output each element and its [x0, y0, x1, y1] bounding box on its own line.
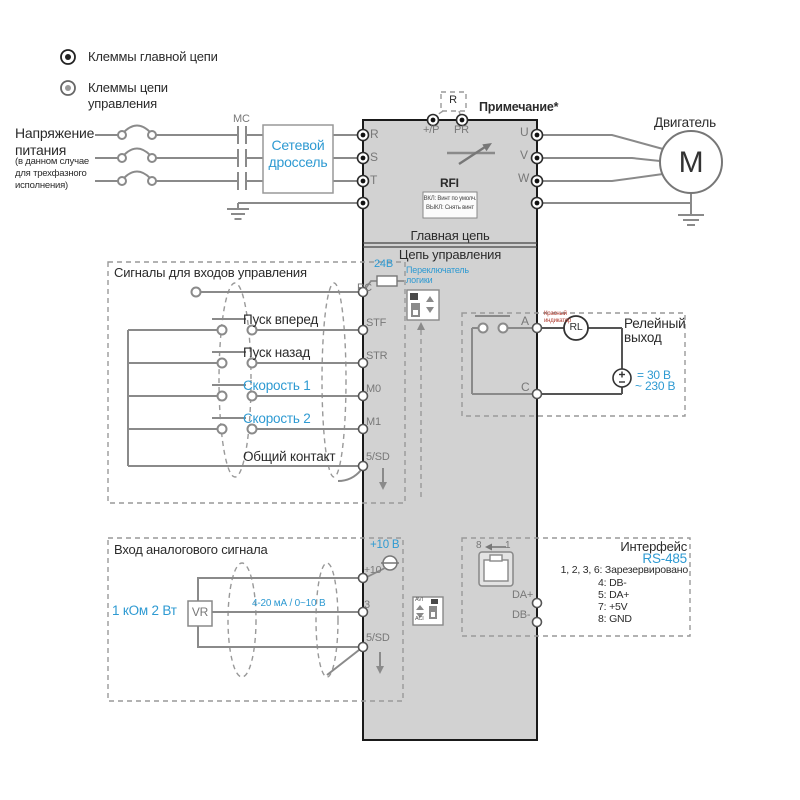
rs485-pin4: 4: DB-	[598, 577, 627, 589]
analog-range-label: 4-20 мА / 0~10 В	[252, 598, 326, 609]
power-note-3: исполнения)	[15, 180, 69, 191]
legend-control-label-2: управления	[88, 96, 157, 111]
terminal-r-icon	[358, 130, 369, 141]
terminal-10v-label: +10	[364, 564, 382, 576]
rs485-pin5: 5: DA+	[598, 589, 630, 601]
pin8-marker: 8	[476, 540, 482, 551]
motor-ground-icon	[678, 215, 704, 225]
terminal-t-label: T	[370, 173, 378, 187]
rs485-title: Интерфейс	[620, 539, 687, 554]
logic-switch-label-1: Переключатель	[406, 265, 469, 275]
terminal-da-label: DA+	[512, 589, 534, 601]
terminal-m0-label: M0	[366, 383, 381, 395]
rs485-pin8: 8: GND	[598, 613, 632, 625]
terminal-v-label: V	[520, 148, 528, 162]
terminal-pc-label: PC	[357, 282, 372, 294]
main-circuit-label: Главная цепь	[410, 228, 490, 243]
rfi-label: RFI	[440, 176, 459, 190]
terminal-stf-label: STF	[366, 317, 387, 329]
legend-control-label-1: Клеммы цепи	[88, 80, 168, 95]
v24-label: 24В	[374, 258, 393, 270]
pin1-marker: 1	[505, 540, 511, 551]
power-source-icon	[613, 369, 631, 387]
terminal-v-icon	[532, 153, 543, 164]
note-label: Примечание*	[479, 100, 559, 114]
terminal-s-icon	[358, 153, 369, 164]
relay-ac-rating: ~ 230 В	[635, 379, 676, 393]
relay-dc-rating: = 30 В	[637, 368, 671, 382]
logic-switch-label-2: логики	[406, 275, 433, 285]
row-label-common: Общий контакт	[243, 449, 336, 464]
control-circuit-label: Цепь управления	[398, 247, 502, 262]
rfi-note-2: ВЫКЛ: Снять винт	[426, 205, 474, 211]
power-title-1: Напряжение	[15, 125, 95, 141]
relay-indicator-label-1: Красный	[544, 311, 567, 317]
aci-label: ACI	[415, 616, 424, 622]
choke-label-1: Сетевой	[271, 137, 325, 153]
relay-indicator-label-2: индикатор	[544, 318, 572, 324]
rs485-protocol: RS-485	[642, 551, 687, 566]
power-note-1: (в данном случае	[15, 156, 89, 167]
terminal-3-label: 3	[364, 599, 370, 611]
row-label-str: Пуск назад	[243, 345, 311, 360]
terminal-a-icon	[533, 324, 542, 333]
rs485-reserved-pins: 1, 2, 3, 6: Зарезервировано	[560, 564, 688, 576]
terminal-r-label: R	[370, 127, 379, 141]
motor-label: Двигатель	[654, 115, 716, 130]
terminal-c-icon	[533, 390, 542, 399]
terminal-w-icon	[532, 176, 543, 187]
supply-10v-label: +10 В	[370, 539, 400, 551]
contactor-label: MC	[233, 113, 250, 125]
terminal-sd-analog-label: 5/SD	[366, 632, 390, 644]
terminal-sd-label: 5/SD	[366, 451, 390, 463]
brake-resistor-label: R	[449, 94, 457, 106]
row-label-stf: Пуск вперед	[243, 312, 319, 327]
analog-input-title: Вход аналогового сигнала	[114, 542, 268, 557]
terminal-t-icon	[358, 176, 369, 187]
power-note-2: для трехфазного	[15, 168, 87, 179]
control-inputs-title: Сигналы для входов управления	[114, 265, 307, 280]
choke-label-2: дроссель	[268, 154, 328, 170]
row-label-m0: Скорость 1	[243, 378, 311, 393]
terminal-pe-right-icon	[532, 198, 543, 209]
terminal-c-label: C	[521, 380, 530, 394]
relay-title-1: Релейный	[624, 316, 686, 331]
terminal-plus-p-label: +/P	[423, 124, 440, 136]
terminal-u-label: U	[520, 125, 529, 139]
pot-rating-label: 1 кОм 2 Вт	[112, 603, 177, 618]
rs485-pin7: 7: +5V	[598, 601, 628, 613]
terminal-m1-label: M1	[366, 416, 381, 428]
terminal-a-label: A	[521, 314, 529, 328]
row-label-m1: Скорость 2	[243, 411, 311, 426]
relay-title-2: выход	[624, 330, 662, 345]
terminal-pr-label: PR	[454, 124, 469, 136]
motor-symbol: M	[678, 146, 704, 179]
terminal-str-label: STR	[366, 350, 388, 362]
terminal-w-label: W	[518, 171, 530, 185]
terminal-pe-left-icon	[358, 198, 369, 209]
rfi-note-1: ВКЛ: Винт по умолч.	[423, 196, 477, 202]
terminal-s-label: S	[370, 150, 378, 164]
shield-cable-icons	[219, 283, 346, 677]
relay-coil-label: RL	[569, 321, 583, 333]
terminal-da-icon	[533, 599, 542, 608]
legend-control-terminal-icon	[61, 81, 75, 95]
analog-wiring	[198, 578, 384, 675]
power-title-2: питания	[15, 142, 67, 158]
terminal-db-icon	[533, 618, 542, 627]
avi-label: AVI	[415, 597, 423, 603]
terminal-db-label: DB-	[512, 609, 531, 621]
pot-label: VR	[191, 605, 209, 619]
legend-main-terminal-icon	[61, 50, 75, 64]
terminal-u-icon	[532, 130, 543, 141]
input-ground-icon	[227, 203, 363, 219]
legend-main-label: Клеммы главной цепи	[88, 49, 218, 64]
